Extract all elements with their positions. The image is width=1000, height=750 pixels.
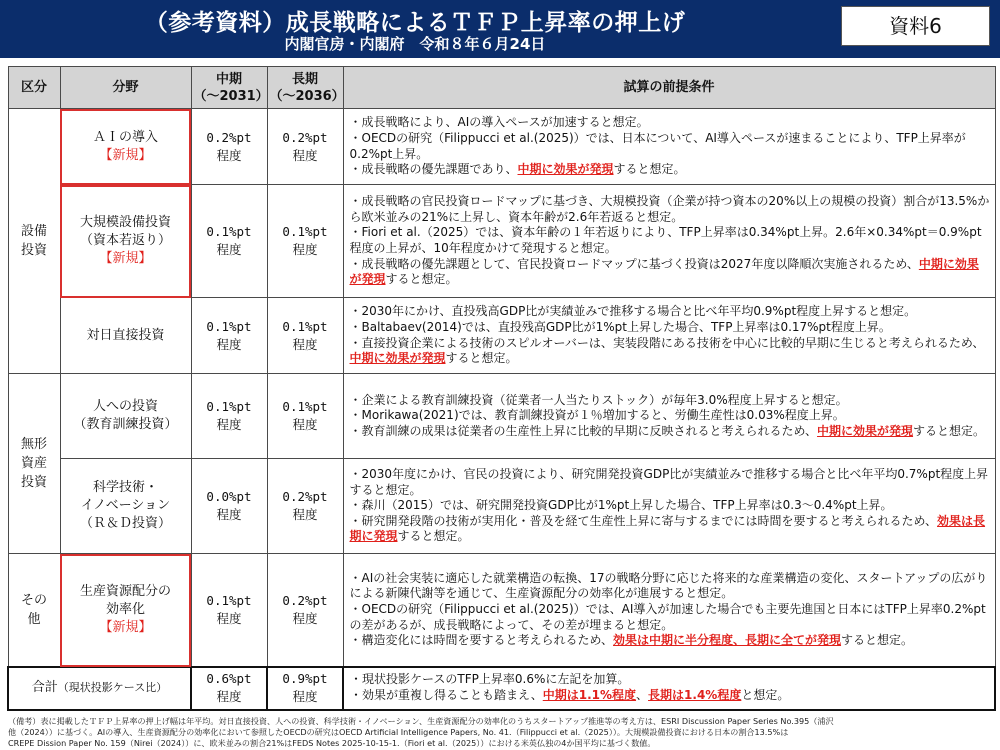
long-value: 0.2%pt 程度: [267, 109, 343, 185]
conditions-cell: ・2030年にかけ、直投残高GDP比が実績並みで推移する場合と比べ年平均0.9%pt程度上昇すると想定。 ・Baltabaev(2014)では、直投残高GDP比が1%pt上昇した場合、TFP上昇率は0.17%pt程度上昇。 ・直接投資企業による技術のスピルオーバーは、実装段階にある技術を中心に比較的早期に生じると考えられるため、中期に効果が発現すると想定。: [343, 298, 995, 374]
mid-value: 0.1%pt 程度: [191, 374, 267, 459]
field-cell-fdi: 対日直接投資: [60, 298, 191, 374]
mid-value: 0.1%pt 程度: [191, 298, 267, 374]
column-header-category: 区分: [8, 67, 60, 109]
table-row: [8, 554, 995, 667]
table-row: [8, 459, 995, 554]
column-header-mid: 中期 （～2031）: [191, 67, 267, 109]
category-cell-capex: 設備 投資: [8, 109, 60, 374]
column-header-field: 分野: [60, 67, 191, 109]
total-long-value: 0.9%pt 程度: [267, 667, 343, 710]
mid-value: 0.1%pt 程度: [191, 554, 267, 667]
new-tag: 【新規】: [99, 619, 152, 635]
conditions-cell: ・成長戦略の官民投資ロードマップに基づき、大規模投資（企業が持つ資本の20%以上の規模の投資）割合が13.5%から欧米並みの21%に上昇し、資本年齢が2.6年若返ると想定。 ・Fiori et al.（2025）では、資本年齢の１年若返りにより、TFP上昇率は0.34%pt上昇。2.6年×0.34%pt＝0.9%pt程度の上昇が、10年程度かけて発現すると想定。 ・成長戦略の優先課題として、官民投資ロードマップに基づく投資は2027年度以降順次実施されるため、中期に効果が発現すると想定。: [343, 185, 995, 298]
page-subtitle: 内閣官房・内閣府 令和８年６月24日: [284, 35, 546, 53]
mid-value: 0.1%pt 程度: [191, 185, 267, 298]
category-cell-other: その 他: [8, 554, 60, 667]
long-value: 0.2%pt 程度: [267, 459, 343, 554]
footnote-line: （備考）表に掲載したＴＦＰ上昇率の押上げ幅は年平均。対日直接投資、人への投資、科学技術・イノベーション、生産資源配分の効率化のうちスタートアップ推進等の考え方は、ESRI Discussion Paper Series No.395（浦沢: [8, 716, 834, 726]
footnote-line: 他（2024））に基づく。AIの導入、生産資源配分の効率化において参照したOECDの研究はOECD Artificial Intelligence Papers, No. 41.（Filippucci et al.（2025））。大規模設備投資における日本の割合13.5%は: [8, 727, 789, 737]
table-row: [8, 185, 995, 298]
long-value: 0.1%pt 程度: [267, 374, 343, 459]
highlight-text: 中期に効果が発現: [349, 256, 979, 287]
highlight-text: 長期は1.4%程度: [648, 688, 742, 702]
mid-value: 0.0%pt 程度: [191, 459, 267, 554]
category-cell-intangible: 無形 資産 投資: [8, 374, 60, 554]
total-conditions-cell: ・現状投影ケースのTFP上昇率0.6%に左記を加算。 ・効果が重複し得ることも踏まえ、中期は1.1%程度、長期は1.4%程度と想定。: [343, 667, 995, 710]
table-header-row: [8, 67, 995, 109]
total-label: 合計: [31, 680, 58, 695]
field-cell-human: 人への投資 （教育訓練投資）: [60, 374, 191, 459]
field-cell-rnd: 科学技術・ イノベーション （Ｒ＆Ｄ投資）: [60, 459, 191, 554]
total-mid-value: 0.6%pt 程度: [191, 667, 267, 710]
highlight-text: 効果は長期に発現: [349, 513, 986, 544]
table-row: [8, 374, 995, 459]
document-badge: 資料6: [841, 6, 990, 46]
highlight-text: 中期に効果が発現: [349, 351, 446, 366]
column-header-long: 長期 （～2036）: [267, 67, 343, 109]
new-tag: 【新規】: [99, 251, 152, 266]
table-row: [8, 109, 995, 185]
long-value: 0.1%pt 程度: [267, 185, 343, 298]
conditions-cell: ・AIの社会実装に適応した就業構造の転換、17の戦略分野に応じた将来的な産業構造の変化、スタートアップの広がりによる新陳代謝等を通じて、生産資源配分の効率化が進展すると想定。 ・OECDの研究（Filippucci et al.(2025)）では、AI導入が加速した場合でも主要先進国と日本にはTFP上昇率0.2%ptの差があるが、成長戦略によって、その差が埋まると想定。 ・構造変化には時間を要すると考えられるため、効果は中期に半分程度、長期に全てが発現すると想定。: [343, 554, 995, 667]
long-value: 0.1%pt 程度: [267, 298, 343, 374]
total-label-cell: [8, 667, 191, 710]
mid-value: 0.2%pt 程度: [191, 109, 267, 185]
column-header-conditions: 試算の前提条件: [343, 67, 995, 109]
page-title: （参考資料）成長戦略によるＴＦＰ上昇率の押上げ: [144, 10, 686, 36]
highlight-text: 中期は1.1%程度: [542, 688, 637, 702]
new-tag: 【新規】: [99, 147, 152, 163]
conditions-cell: ・成長戦略により、AIの導入ペースが加速すると想定。 ・OECDの研究（Filippucci et al.(2025)）では、日本について、AI導入ペースが速まることにより、TFP上昇率が0.2%pt上昇。 ・成長戦略の優先課題であり、中期に効果が発現すると想定。: [343, 109, 995, 185]
field-cell-capital: 大規模設備投資 （資本若返り） 【新規】: [60, 185, 191, 298]
header-bar: [0, 0, 1000, 58]
footnote: [8, 716, 993, 749]
long-value: 0.2%pt 程度: [267, 554, 343, 667]
conditions-cell: ・2030年度にかけ、官民の投資により、研究開発投資GDP比が実績並みで推移する場合と比べ年平均0.7%pt程度上昇すると想定。 ・森川（2015）では、研究開発投資GDP比が1%pt上昇した場合、TFP上昇率は0.3～0.4%pt上昇。 ・研究開発段階の技術が実用化・普及を経て生産性上昇に寄与するまでには時間を要すると考えられるため、効果は長期に発現すると想定。: [343, 459, 995, 554]
highlight-text: 効果は中期に半分程度、長期に全てが発現: [613, 633, 842, 648]
table-row: [8, 298, 995, 374]
total-sublabel: （現状投影ケース比）: [57, 681, 168, 694]
total-row: [8, 667, 995, 710]
highlight-text: 中期に効果が発現: [817, 423, 914, 438]
conditions-cell: ・企業による教育訓練投資（従業者一人当たりストック）が毎年3.0%程度上昇すると想定。 ・Morikawa(2021)では、教育訓練投資が１％増加すると、労働生産性は0.03%程度上昇。 ・教育訓練の成果は従業者の生産性上昇に比較的早期に反映されると考えられるため、中期に効果が発現すると想定。: [343, 374, 995, 459]
footnote-line: CREPE Dission Paper No. 159（Nirei（2024））に、欧米並みの割合21%はFEDS Notes 2025-10-15-1.（Fiori et al.（2025））における米英仏独の4か国平均に基づく数値。: [8, 738, 656, 748]
field-cell-allocation: 生産資源配分の 効率化 【新規】: [60, 554, 191, 667]
field-cell-ai: ＡＩの導入 【新規】: [60, 109, 191, 185]
tfp-table: [7, 66, 996, 711]
highlight-text: 中期に効果が発現: [517, 162, 614, 177]
